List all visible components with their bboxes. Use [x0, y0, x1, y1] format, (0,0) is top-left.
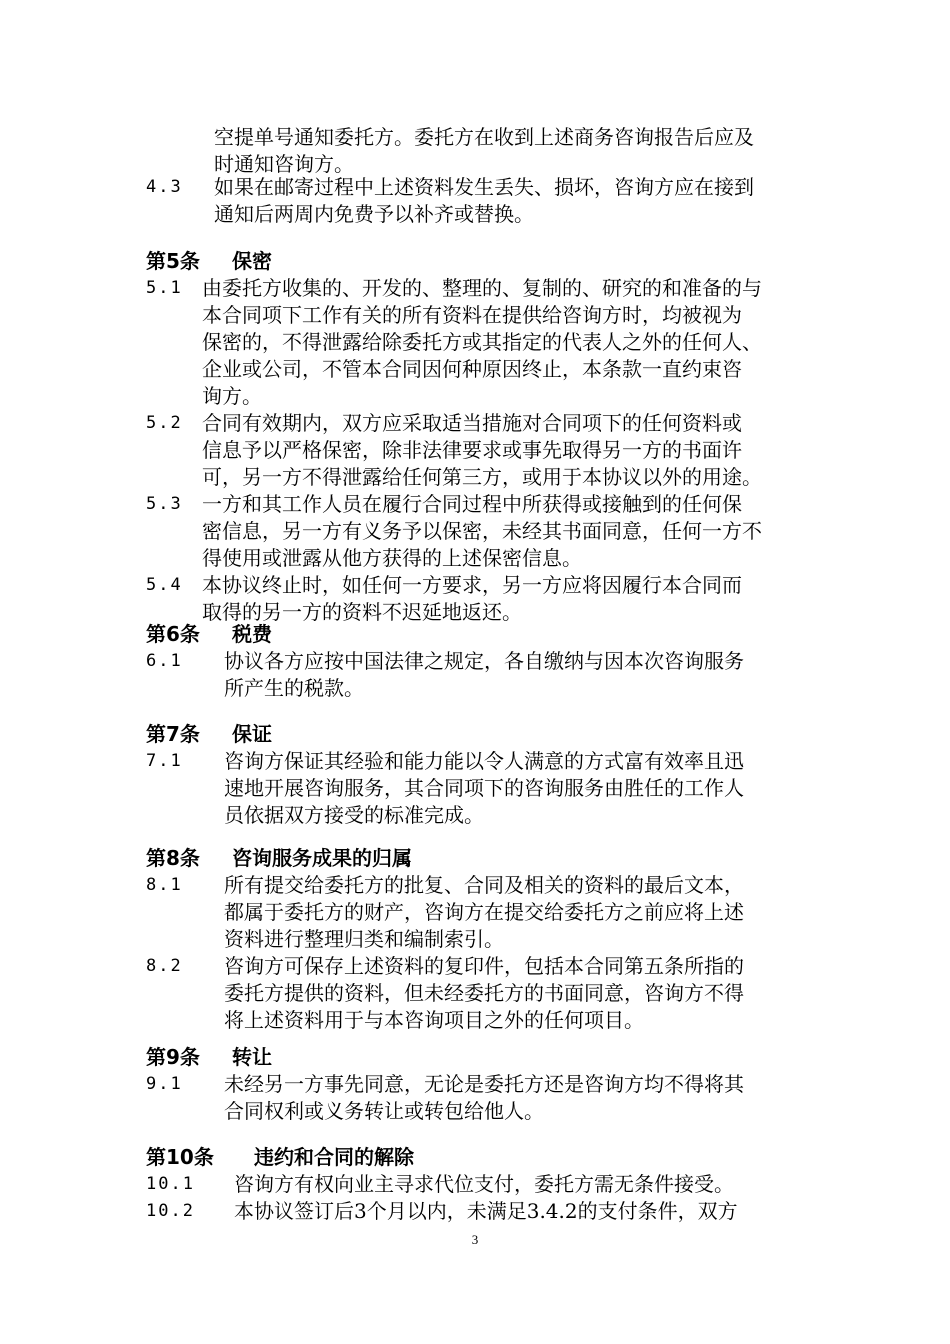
article-label: 第9条 [146, 1045, 200, 1069]
clause-line: 如果在邮寄过程中上述资料发生丢失、损坏，咨询方应在接到 [214, 175, 754, 199]
clause-line: 询方。 [202, 384, 262, 408]
article-title: 转让 [232, 1045, 272, 1069]
clause-line: 资料进行整理归类和编制索引。 [224, 927, 504, 951]
article-8 [146, 845, 826, 1034]
clause-line: 本协议签订后3个月以内，未满足3.4.2的支付条件，双方 [234, 1199, 738, 1223]
clause-line: 本合同项下工作有关的所有资料在提供给咨询方时，均被视为 [202, 303, 742, 327]
clause-number: 8.2 [146, 956, 183, 976]
clause-number: 6.1 [146, 651, 183, 671]
clause-line: 取得的另一方的资料不迟延地返还。 [202, 600, 522, 624]
article-label: 第10条 [146, 1145, 214, 1169]
clause-number: 10.2 [146, 1201, 195, 1221]
article-heading [146, 248, 826, 275]
article-heading [146, 845, 826, 872]
clause-number: 5.4 [146, 575, 183, 595]
article-title: 税费 [232, 622, 272, 646]
clause-line: 由委托方收集的、开发的、整理的、复制的、研究的和准备的与 [202, 276, 762, 300]
clause-line: 密信息，另一方有义务予以保密，未经其书面同意，任何一方不 [202, 519, 762, 543]
clause-line: 咨询方可保存上述资料的复印件，包括本合同第五条所指的 [224, 954, 744, 978]
article-heading [146, 621, 826, 648]
clause-number: 5.3 [146, 494, 183, 514]
clause-line: 通知后两周内免费予以补齐或替换。 [214, 202, 534, 226]
paragraph-line: 时通知咨询方。 [214, 152, 354, 176]
article-title: 保密 [232, 249, 272, 273]
clause-line: 所产生的税款。 [224, 676, 364, 700]
article-6 [146, 621, 826, 702]
clause-number: 8.1 [146, 875, 183, 895]
clause-line: 协议各方应按中国法律之规定，各自缴纳与因本次咨询服务 [224, 649, 744, 673]
clause-line: 所有提交给委托方的批复、合同及相关的资料的最后文本， [224, 873, 744, 897]
article-title: 违约和合同的解除 [254, 1145, 414, 1169]
article-10 [146, 1144, 826, 1225]
article-title: 咨询服务成果的归属 [232, 846, 412, 870]
continuation-paragraph [146, 124, 826, 178]
clause-line: 委托方提供的资料，但未经委托方的书面同意，咨询方不得 [224, 981, 744, 1005]
clause-line: 未经另一方事先同意，无论是委托方还是咨询方均不得将其 [224, 1072, 744, 1096]
article-label: 第7条 [146, 722, 200, 746]
clause-line: 可，另一方不得泄露给任何第三方，或用于本协议以外的用途。 [202, 465, 762, 489]
clause-number: 7.1 [146, 751, 183, 771]
clause-line: 保密的，不得泄露给除委托方或其指定的代表人之外的任何人、 [202, 330, 762, 354]
clause-number: 4.3 [146, 177, 183, 197]
clause-line: 一方和其工作人员在履行合同过程中所获得或接触到的任何保 [202, 492, 742, 516]
article-heading [146, 721, 826, 748]
article-heading [146, 1144, 826, 1171]
clause-number: 9.1 [146, 1074, 183, 1094]
article-9 [146, 1044, 826, 1125]
clause-line: 信息予以严格保密，除非法律要求或事先取得另一方的书面许 [202, 438, 742, 462]
clause-line: 都属于委托方的财产，咨询方在提交给委托方之前应将上述 [224, 900, 744, 924]
clause-line: 得使用或泄露从他方获得的上述保密信息。 [202, 546, 582, 570]
article-label: 第5条 [146, 249, 200, 273]
clause-line: 速地开展咨询服务，其合同项下的咨询服务由胜任的工作人 [224, 776, 744, 800]
paragraph-line: 空提单号通知委托方。委托方在收到上述商务咨询报告后应及 [214, 125, 754, 149]
clause-line: 将上述资料用于与本咨询项目之外的任何项目。 [224, 1008, 644, 1032]
clause-number: 5.2 [146, 413, 183, 433]
article-title: 保证 [232, 722, 272, 746]
article-label: 第6条 [146, 622, 200, 646]
article-label: 第8条 [146, 846, 200, 870]
clause-line: 合同权利或义务转让或转包给他人。 [224, 1099, 544, 1123]
clause-line: 企业或公司，不管本合同因何种原因终止，本条款一直约束咨 [202, 357, 742, 381]
page-number: 3 [471, 1232, 479, 1247]
clause-number: 5.1 [146, 278, 183, 298]
clause-line: 咨询方有权向业主寻求代位支付，委托方需无条件接受。 [234, 1172, 734, 1196]
clause-number: 10.1 [146, 1174, 195, 1194]
article-heading [146, 1044, 826, 1071]
article-5 [146, 248, 826, 626]
clause-line: 咨询方保证其经验和能力能以令人满意的方式富有效率且迅 [224, 749, 744, 773]
clause-4-3 [146, 174, 826, 228]
article-7 [146, 721, 826, 829]
clause-line: 员依据双方接受的标准完成。 [224, 803, 484, 827]
clause-line: 本协议终止时，如任何一方要求，另一方应将因履行本合同而 [202, 573, 742, 597]
clause-line: 合同有效期内，双方应采取适当措施对合同项下的任何资料或 [202, 411, 742, 435]
